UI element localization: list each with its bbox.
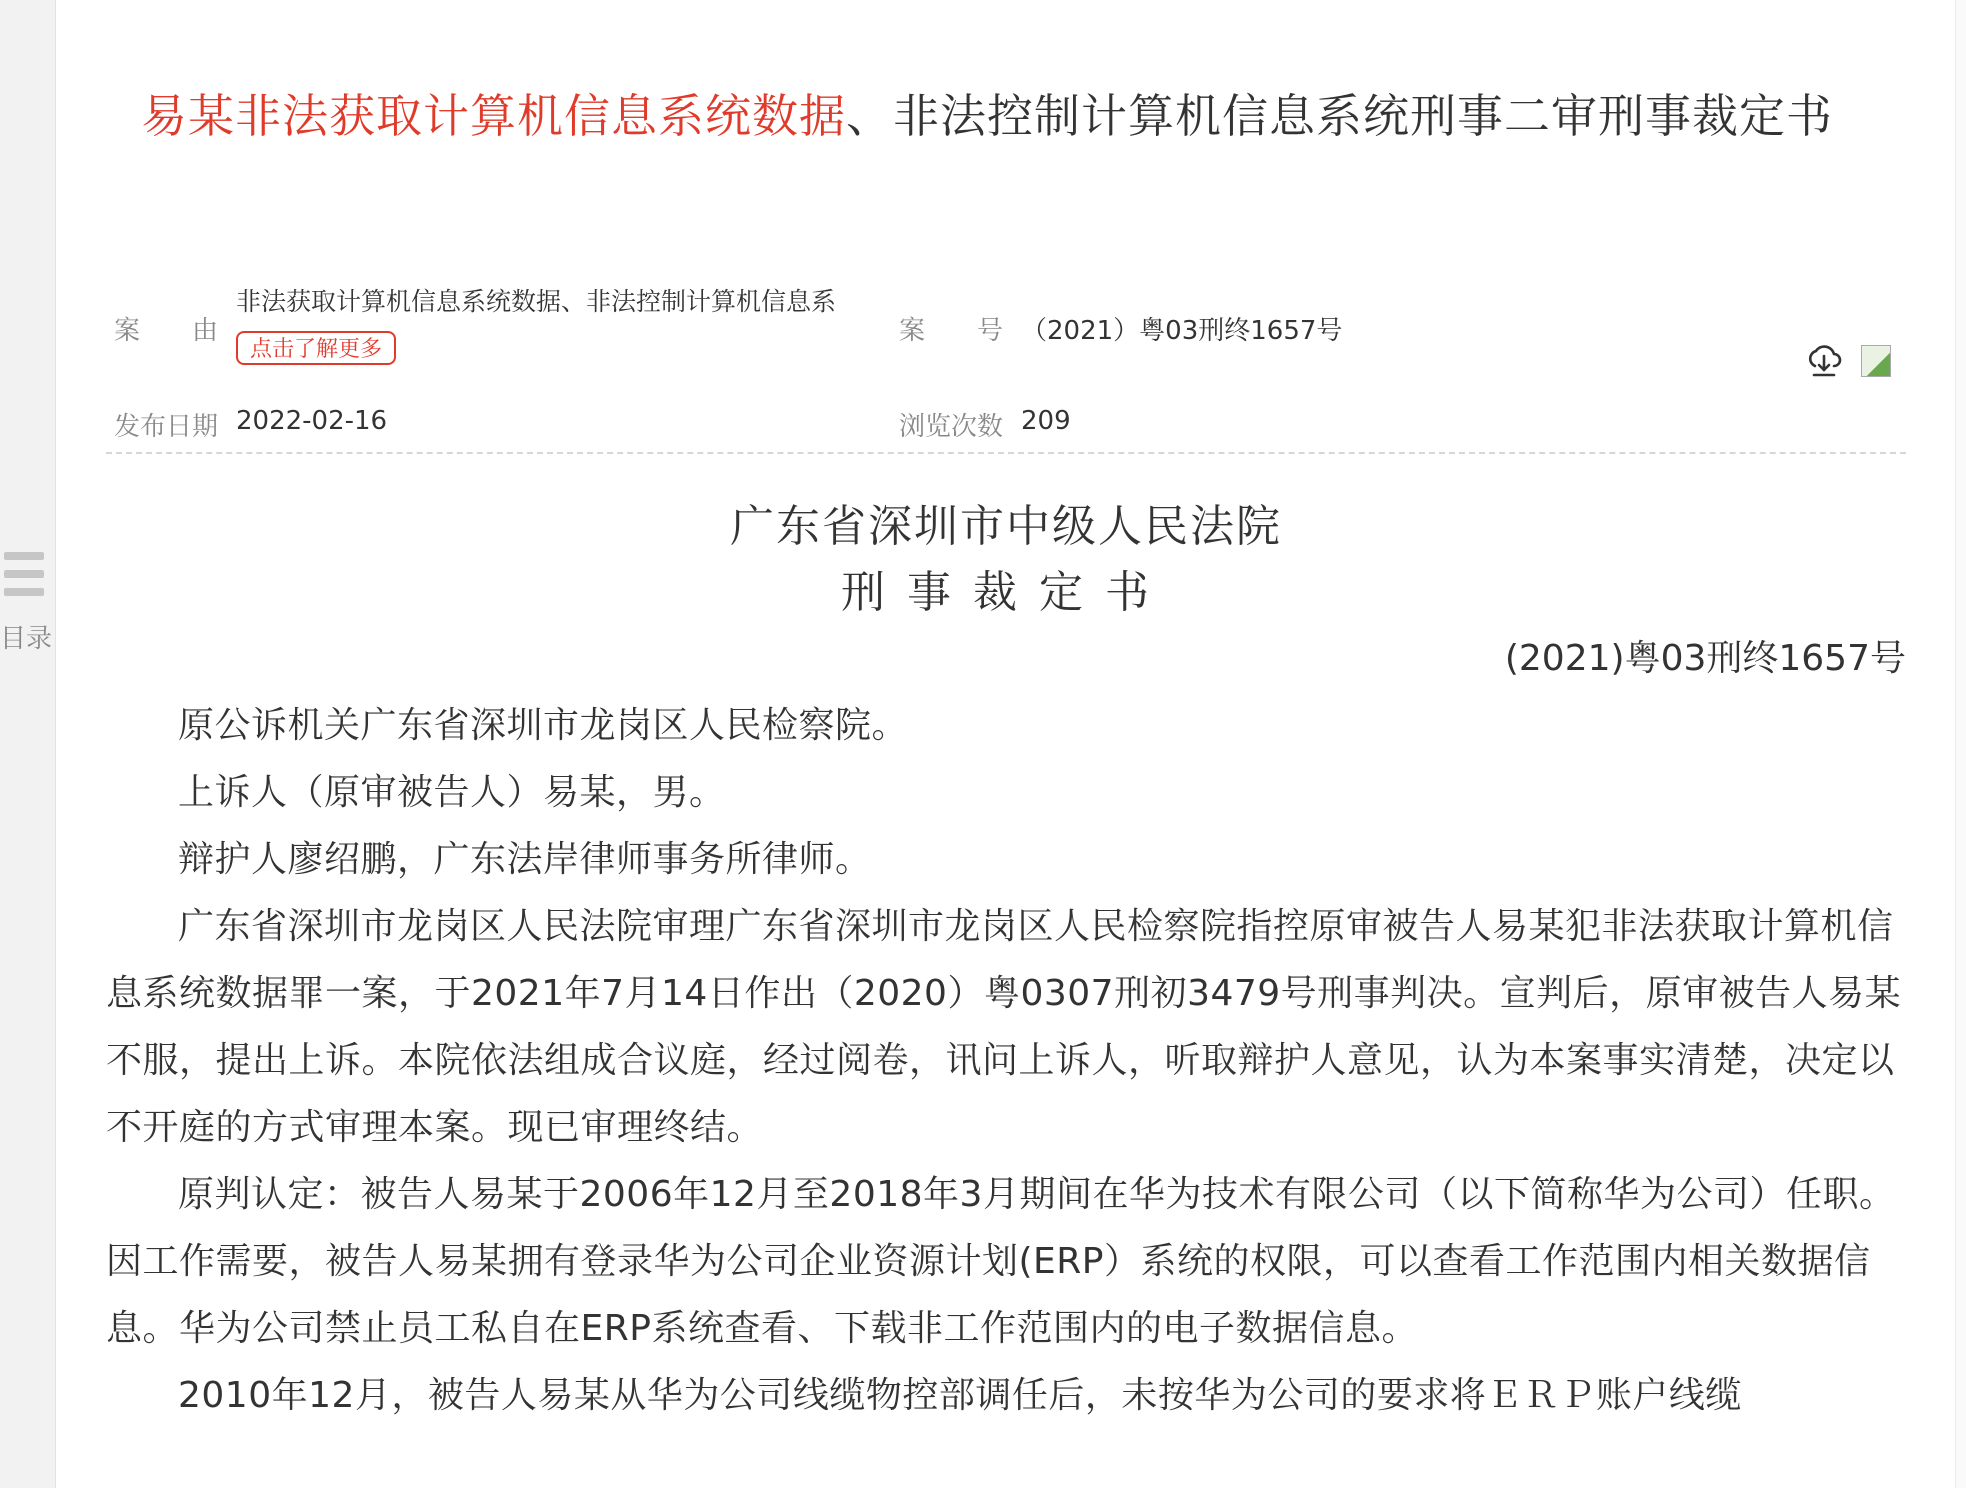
toc-toggle[interactable] bbox=[0, 552, 53, 654]
title-highlight: 易某非法获取计算机信息系统数据 bbox=[141, 89, 846, 143]
paragraph: 原公诉机关广东省深圳市龙岗区人民检察院。 bbox=[178, 705, 909, 746]
court-name: 广东省深圳市中级人民法院 bbox=[730, 501, 1282, 552]
paragraph: 广东省深圳市龙岗区人民法院审理广东省深圳市龙岗区人民检察院指控原审被告人易某犯非法获取计算机信息系统数据罪一案，于2021年7月14日作出（2020）粤0307刑初3479号刑事判决。宣判后，原审被告人易某不服，提出上诉。本院依法组成合议庭，经过阅卷，讯问上诉人，听取辩护人意见，认为本案事实清楚，决定以不开庭的方式审理本案。现已审理终结。 bbox=[106, 906, 1902, 1148]
paragraph: 2010年12月，被告人易某从华为公司线缆物控部调任后，未按华为公司的要求将ＥＲＰ账户线缆 bbox=[178, 1375, 1742, 1416]
publish-date-label: 发布日期 bbox=[114, 412, 219, 442]
publish-date-value: 2022-02-16 bbox=[236, 406, 388, 436]
toc-label: 目录 bbox=[0, 624, 53, 654]
title-rest: 、非法控制计算机信息系统刑事二审刑事裁定书 bbox=[846, 89, 1833, 143]
document-body bbox=[106, 692, 1914, 1429]
scrollbar[interactable] bbox=[1955, 0, 1966, 1488]
views-value: 209 bbox=[1021, 406, 1071, 436]
document-page bbox=[55, 0, 1956, 1488]
views-label: 浏览次数 bbox=[899, 412, 1004, 442]
menu-bar-icon bbox=[4, 570, 44, 578]
case-number-value: （2021）粤03刑终1657号 bbox=[1021, 316, 1343, 346]
case-reason-label: 案 由 bbox=[114, 316, 219, 346]
case-number-label: 案 号 bbox=[899, 316, 1004, 346]
paragraph: 原判认定：被告人易某于2006年12月至2018年3月期间在华为技术有限公司（以下简称华为公司）任职。因工作需要，被告人易某拥有登录华为公司企业资源计划(ERP）系统的权限，可以查看工作范围内相关数据信息。华为公司禁止员工私自在ERP系统查看、下载非工作范围内的电子数据信息。 bbox=[106, 1174, 1896, 1349]
menu-bar-icon bbox=[4, 588, 44, 596]
page-title bbox=[141, 80, 1941, 146]
download-icon[interactable] bbox=[1806, 342, 1842, 378]
menu-bar-icon bbox=[4, 552, 44, 560]
document-type: 刑事裁定书 bbox=[841, 567, 1171, 618]
paragraph: 辩护人廖绍鹏，广东法岸律师事务所律师。 bbox=[178, 839, 872, 880]
document-number: (2021)粤03刑终1657号 bbox=[1504, 638, 1906, 679]
paragraph: 上诉人（原审被告人）易某，男。 bbox=[178, 772, 726, 813]
print-icon[interactable] bbox=[1861, 345, 1891, 377]
case-reason-value: 非法获取计算机信息系统数据、非法控制计算机信息系 bbox=[236, 287, 837, 316]
learn-more-button[interactable]: 点击了解更多 bbox=[236, 331, 396, 365]
divider bbox=[106, 452, 1906, 454]
